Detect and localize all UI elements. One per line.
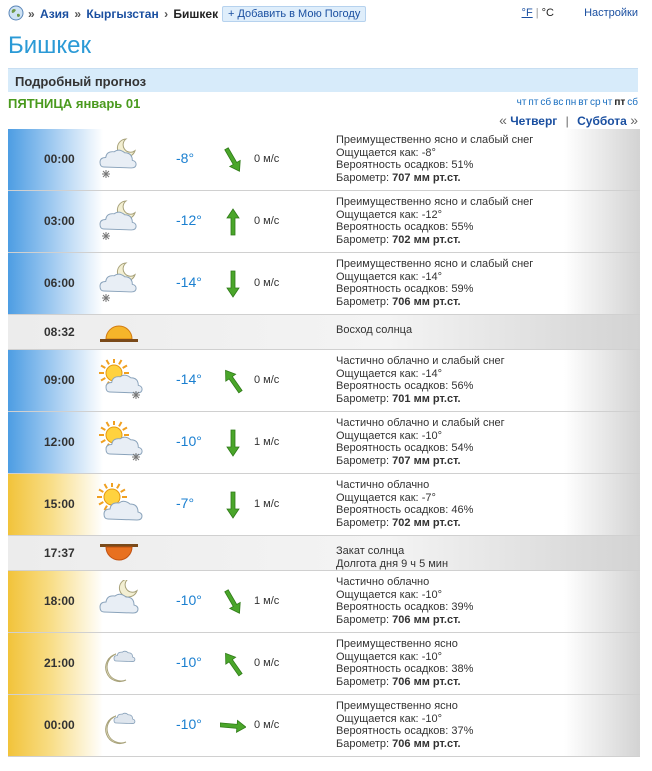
feels-like: Ощущается как: -8° <box>336 146 436 159</box>
wind-speed: 1 м/с <box>254 498 280 510</box>
precipitation: Вероятность осадков: 38% <box>336 663 474 676</box>
temperature: -10° <box>176 433 202 449</box>
day-link[interactable]: чт <box>602 97 613 108</box>
condition-text: Преимущественно ясно и слабый снег <box>336 196 534 208</box>
day-title: ПЯТНИЦА январь 01 <box>8 96 141 111</box>
day-link[interactable]: пн <box>565 97 577 108</box>
barometer-value: 702 мм рт.ст. <box>392 233 461 246</box>
breadcrumb-separator: » <box>74 7 82 21</box>
time-label: 06:00 <box>44 276 75 290</box>
barometer-value: 706 мм рт.ст. <box>392 675 461 688</box>
barometer-value: 707 мм рт.ст. <box>392 171 461 184</box>
precipitation: Вероятность осадков: 46% <box>336 504 474 517</box>
forecast-row <box>8 412 640 474</box>
day-length: Долгота дня 9 ч 5 мин <box>336 557 449 570</box>
precipitation-value: 39% <box>451 601 474 614</box>
precipitation-value: 59% <box>451 283 474 296</box>
barometer: Барометр: 706 мм рт.ст. <box>336 295 461 308</box>
day-link[interactable]: сб <box>540 97 552 108</box>
sun-event-text: Восход солнца <box>336 324 413 336</box>
time-label: 18:00 <box>44 594 75 608</box>
precipitation: Вероятность осадков: 37% <box>336 725 474 738</box>
day-link[interactable]: пт <box>614 97 626 108</box>
feels-like-value: -14° <box>421 367 442 380</box>
day-link[interactable]: пт <box>528 97 539 108</box>
temperature: -10° <box>176 654 202 670</box>
sunset-icon <box>94 540 144 566</box>
moon-cloud-snow-icon <box>94 262 144 306</box>
feels-like: Ощущается как: -14° <box>336 367 442 380</box>
fahrenheit-link[interactable]: °F <box>521 7 533 19</box>
section-title: Подробный прогноз <box>15 74 147 89</box>
temperature: -10° <box>176 592 202 608</box>
forecast-row <box>8 253 640 315</box>
wind-arrow-icon <box>220 711 246 741</box>
wind-speed: 1 м/с <box>254 595 280 607</box>
unit-divider: | <box>535 7 542 19</box>
day-link[interactable]: чт <box>516 97 527 108</box>
wind-speed: 0 м/с <box>254 277 280 289</box>
wind-arrow-icon <box>220 366 246 396</box>
condition-text: Преимущественно ясно <box>336 638 458 650</box>
day-navigation <box>499 112 638 128</box>
breadcrumb <box>26 7 218 21</box>
prev-arrow-icon: « <box>499 112 507 128</box>
condition-text: Преимущественно ясно <box>336 700 458 712</box>
forecast-details <box>336 417 505 467</box>
wind-speed: 0 м/с <box>254 215 280 227</box>
moon-cloud-snow-icon <box>94 138 144 182</box>
forecast-details <box>336 700 473 750</box>
forecast-row <box>8 474 640 536</box>
condition-text: Преимущественно ясно и слабый снег <box>336 258 534 270</box>
barometer: Барометр: 702 мм рт.ст. <box>336 233 461 246</box>
time-label: 21:00 <box>44 656 75 670</box>
day-link[interactable]: сб <box>627 97 638 108</box>
temperature: -7° <box>176 495 195 511</box>
barometer-value: 706 мм рт.ст. <box>392 295 461 308</box>
breadcrumb-separator: › <box>164 7 169 21</box>
barometer-value: 707 мм рт.ст. <box>392 454 461 467</box>
forecast-row <box>8 191 640 253</box>
moon-cloud-icon <box>94 580 144 624</box>
time-label: 00:00 <box>44 718 75 732</box>
forecast-details <box>336 479 473 529</box>
condition-text: Преимущественно ясно и слабый снег <box>336 134 534 146</box>
precipitation: Вероятность осадков: 55% <box>336 221 474 234</box>
add-to-my-weather-button[interactable]: + Добавить в Мою Погоду <box>222 6 366 22</box>
time-label: 17:37 <box>44 546 75 560</box>
precipitation: Вероятность осадков: 59% <box>336 283 474 296</box>
forecast-row <box>8 633 640 695</box>
celsius-label[interactable]: °C <box>541 7 554 19</box>
forecast-table <box>8 129 640 757</box>
prev-day-link[interactable]: Четверг <box>510 114 558 128</box>
page-title: Бишкек <box>8 32 92 59</box>
precipitation-value: 56% <box>451 380 474 393</box>
wind-arrow-icon <box>220 587 246 617</box>
barometer-value: 702 мм рт.ст. <box>392 516 461 529</box>
temperature: -14° <box>176 371 202 387</box>
next-day-link[interactable]: Суббота <box>577 114 627 128</box>
feels-like: Ощущается как: -7° <box>336 491 436 504</box>
sun-event-row <box>8 536 640 571</box>
day-selector <box>515 97 638 108</box>
breadcrumb-region-link[interactable]: Азия <box>40 7 70 21</box>
sun-event-row <box>8 315 640 350</box>
feels-like-value: -10° <box>421 712 442 725</box>
precipitation-value: 37% <box>451 725 474 738</box>
forecast-details <box>336 258 533 308</box>
barometer: Барометр: 707 мм рт.ст. <box>336 454 461 467</box>
wind-arrow-icon <box>220 145 246 175</box>
globe-icon <box>8 5 24 21</box>
time-label: 00:00 <box>44 152 75 166</box>
feels-like: Ощущается как: -10° <box>336 429 442 442</box>
precipitation-value: 54% <box>451 442 474 455</box>
precipitation-value: 46% <box>451 504 474 517</box>
sun-event-text: Закат солнца <box>336 545 405 557</box>
precipitation: Вероятность осадков: 54% <box>336 442 474 455</box>
forecast-details <box>336 355 505 405</box>
time-label: 03:00 <box>44 214 75 228</box>
feels-like: Ощущается как: -10° <box>336 588 442 601</box>
feels-like: Ощущается как: -12° <box>336 208 442 221</box>
temperature: -10° <box>176 716 202 732</box>
wind-speed: 0 м/с <box>254 374 280 386</box>
crescent-cloud-icon <box>94 704 144 748</box>
precipitation-value: 38% <box>451 663 474 676</box>
feels-like-value: -7° <box>421 491 436 504</box>
feels-like-value: -10° <box>421 650 442 663</box>
feels-like-value: -10° <box>421 588 442 601</box>
forecast-details <box>336 134 533 184</box>
wind-arrow-icon <box>220 269 246 299</box>
time-label: 08:32 <box>44 325 75 339</box>
condition-text: Частично облачно и слабый снег <box>336 417 505 429</box>
feels-like-value: -12° <box>421 208 442 221</box>
breadcrumb-country-link[interactable]: Кыргызстан <box>86 7 159 21</box>
temperature: -8° <box>176 150 195 166</box>
precipitation: Вероятность осадков: 56% <box>336 380 474 393</box>
wind-speed: 0 м/с <box>254 719 280 731</box>
barometer: Барометр: 701 мм рт.ст. <box>336 392 461 405</box>
forecast-details <box>336 576 473 626</box>
breadcrumb-bar <box>4 4 644 24</box>
day-link[interactable]: ср <box>589 97 601 108</box>
feels-like-value: -8° <box>421 146 436 159</box>
barometer-value: 701 мм рт.ст. <box>392 392 461 405</box>
time-label: 15:00 <box>44 497 75 511</box>
nav-divider: | <box>565 114 569 128</box>
feels-like-value: -14° <box>421 270 442 283</box>
wind-speed: 0 м/с <box>254 153 280 165</box>
precipitation: Вероятность осадков: 39% <box>336 601 474 614</box>
sun-event-details <box>336 324 412 337</box>
forecast-details <box>336 196 533 246</box>
condition-text: Частично облачно <box>336 576 430 588</box>
moon-cloud-snow-icon <box>94 200 144 244</box>
precipitation-value: 51% <box>451 159 474 172</box>
day-link[interactable]: вс <box>553 97 564 108</box>
day-link[interactable]: вт <box>578 97 588 108</box>
temperature: -12° <box>176 212 202 228</box>
condition-text: Частично облачно <box>336 479 430 491</box>
next-arrow-icon: » <box>630 112 638 128</box>
forecast-row <box>8 571 640 633</box>
sun-event-details <box>336 545 448 570</box>
barometer: Барометр: 707 мм рт.ст. <box>336 171 461 184</box>
barometer-value: 706 мм рт.ст. <box>392 613 461 626</box>
forecast-row <box>8 350 640 412</box>
forecast-row <box>8 129 640 191</box>
settings-link[interactable]: Настройки <box>584 7 638 19</box>
sun-cloud-snow-icon <box>94 359 144 403</box>
sunrise-icon <box>94 319 144 345</box>
barometer-value: 706 мм рт.ст. <box>392 737 461 750</box>
wind-speed: 0 м/с <box>254 657 280 669</box>
barometer: Барометр: 706 мм рт.ст. <box>336 737 461 750</box>
unit-toggle <box>522 7 554 19</box>
barometer: Барометр: 706 мм рт.ст. <box>336 675 461 688</box>
feels-like: Ощущается как: -14° <box>336 270 442 283</box>
forecast-details <box>336 638 473 688</box>
condition-text: Частично облачно и слабый снег <box>336 355 505 367</box>
wind-arrow-icon <box>220 490 246 520</box>
sun-cloud-icon <box>94 483 144 527</box>
feels-like-value: -10° <box>421 429 442 442</box>
section-header <box>8 68 638 92</box>
crescent-cloud-icon <box>94 642 144 686</box>
barometer: Барометр: 702 мм рт.ст. <box>336 516 461 529</box>
breadcrumb-separator: » <box>28 7 35 21</box>
precipitation-value: 55% <box>451 221 474 234</box>
temperature: -14° <box>176 274 202 290</box>
precipitation: Вероятность осадков: 51% <box>336 159 474 172</box>
sun-cloud-snow-icon <box>94 421 144 465</box>
time-label: 09:00 <box>44 373 75 387</box>
wind-arrow-icon <box>220 207 246 237</box>
forecast-row <box>8 695 640 757</box>
time-label: 12:00 <box>44 435 75 449</box>
wind-arrow-icon <box>220 428 246 458</box>
feels-like: Ощущается как: -10° <box>336 712 442 725</box>
feels-like: Ощущается как: -10° <box>336 650 442 663</box>
wind-arrow-icon <box>220 649 246 679</box>
wind-speed: 1 м/с <box>254 436 280 448</box>
breadcrumb-current: Бишкек <box>173 7 219 21</box>
barometer: Барометр: 706 мм рт.ст. <box>336 613 461 626</box>
